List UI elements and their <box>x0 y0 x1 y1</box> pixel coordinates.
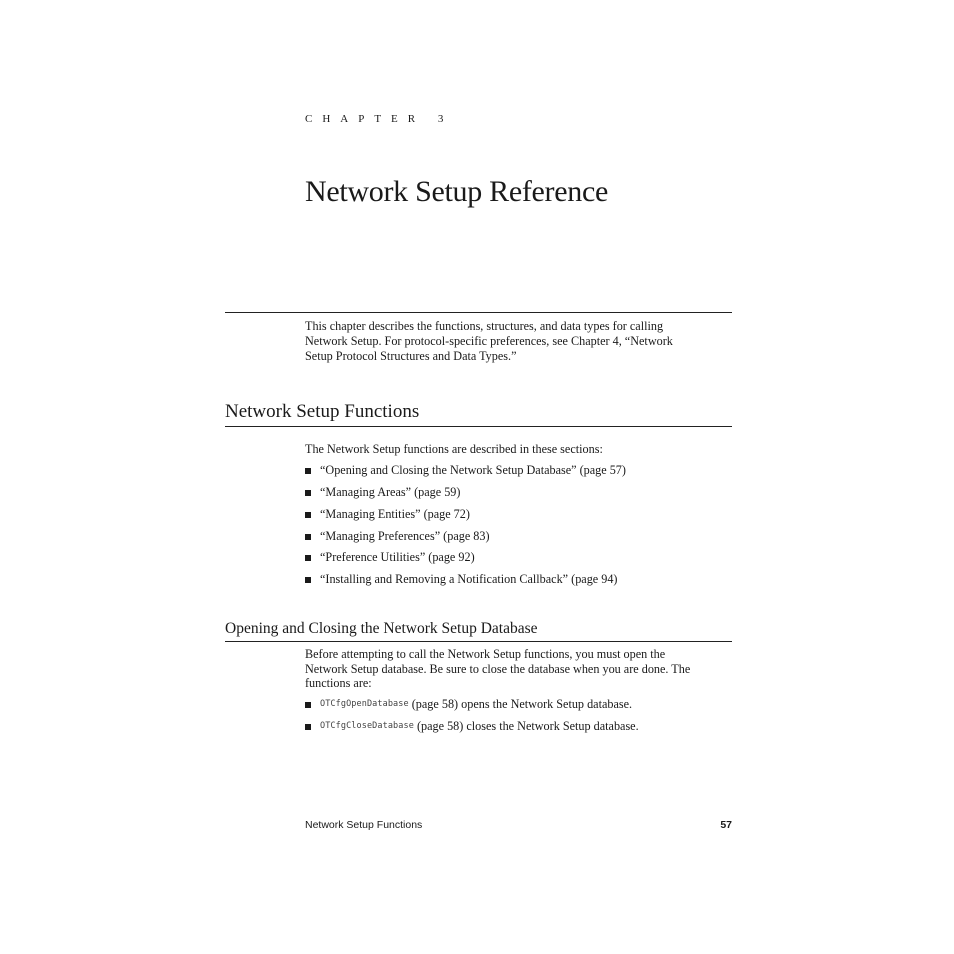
bullet-icon <box>305 490 311 496</box>
subsection-line: functions are: <box>305 676 372 690</box>
bullet-icon <box>305 468 311 474</box>
function-name-link[interactable]: OTCfgCloseDatabase <box>320 721 414 731</box>
bullet-icon <box>305 512 311 518</box>
footer-section-title: Network Setup Functions <box>305 819 423 831</box>
list-item[interactable] <box>305 485 460 500</box>
list-item-link[interactable]: “Opening and Closing the Network Setup Database” (page 57) <box>320 463 626 477</box>
list-item-link[interactable]: “Managing Entities” (page 72) <box>320 507 470 521</box>
list-item[interactable] <box>305 529 490 544</box>
section-heading-rule <box>225 426 732 427</box>
bullet-icon <box>305 555 311 561</box>
section-lead: The Network Setup functions are described in these sections: <box>305 442 603 456</box>
function-item <box>305 697 632 712</box>
function-description: (page 58) opens the Network Setup database. <box>408 697 633 711</box>
function-name-link[interactable]: OTCfgOpenDatabase <box>320 699 409 709</box>
function-description: (page 58) closes the Network Setup database. <box>413 719 639 733</box>
intro-divider <box>225 312 732 313</box>
subsection-heading-rule <box>225 641 732 642</box>
section-heading: Network Setup Functions <box>225 401 420 422</box>
list-item[interactable] <box>305 507 470 522</box>
list-item-link[interactable]: “Managing Preferences” (page 83) <box>320 529 490 543</box>
subsection-line: Before attempting to call the Network Setup functions, you must open the <box>305 647 666 661</box>
bullet-icon <box>305 724 311 730</box>
bullet-icon <box>305 702 311 708</box>
list-item[interactable] <box>305 550 475 565</box>
function-item <box>305 719 639 734</box>
list-item[interactable] <box>305 572 618 587</box>
bullet-icon <box>305 534 311 540</box>
intro-line: Network Setup. For protocol-specific preferences, see Chapter 4, “Network <box>305 334 673 348</box>
bullet-icon <box>305 577 311 583</box>
list-item-link[interactable]: “Preference Utilities” (page 92) <box>320 550 475 564</box>
page-number: 57 <box>720 819 732 831</box>
chapter-label: CHAPTER 3 <box>305 113 454 125</box>
subsection-line: Network Setup database. Be sure to close the database when you are done. The <box>305 662 691 676</box>
list-item-link[interactable]: “Managing Areas” (page 59) <box>320 485 461 499</box>
list-item[interactable] <box>305 463 626 478</box>
intro-line: Setup Protocol Structures and Data Types.” <box>305 349 517 363</box>
list-item-link[interactable]: “Installing and Removing a Notification Callback” (page 94) <box>320 572 618 586</box>
chapter-title: Network Setup Reference <box>305 175 608 208</box>
subsection-heading: Opening and Closing the Network Setup Database <box>225 620 538 637</box>
intro-line: This chapter describes the functions, structures, and data types for calling <box>305 319 664 333</box>
